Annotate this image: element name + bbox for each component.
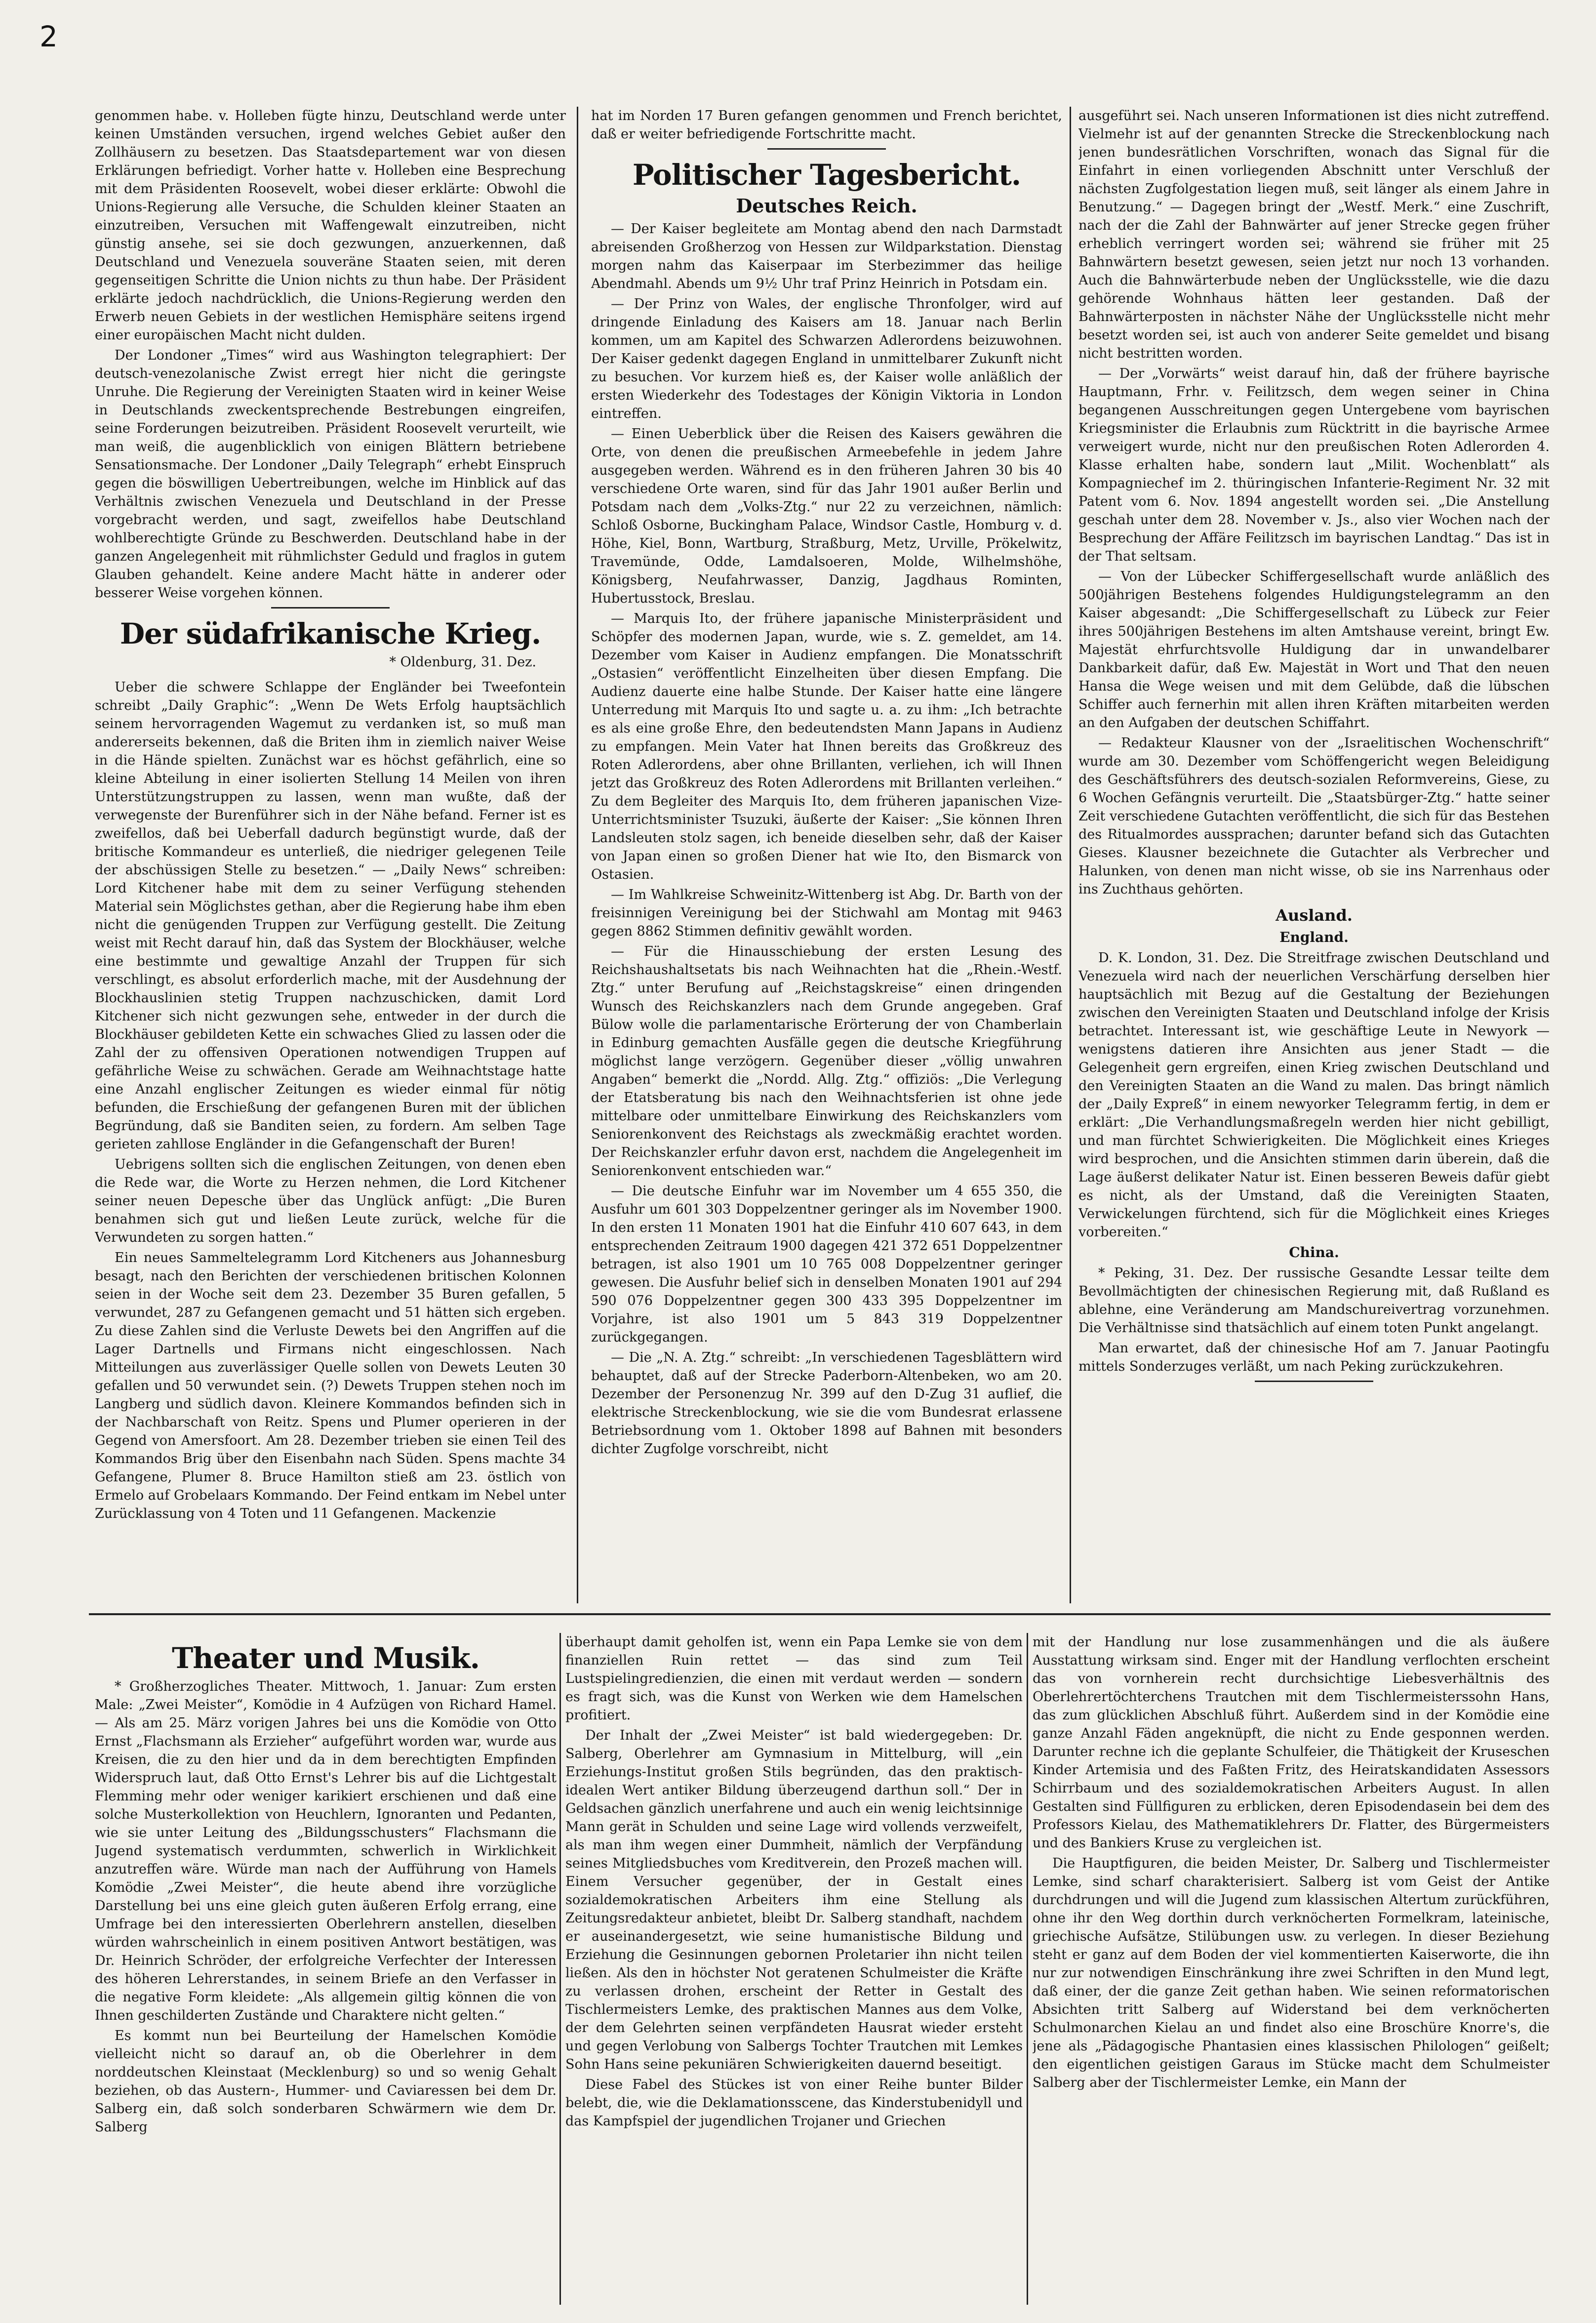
article-paragraph: — Die deutsche Einfuhr war im November um 4 655 350, die Ausfuhr um 601 303 Doppelzentner geringer als im November 1900. In den ersten 11 Monaten 1901 hat die Einfuhr 410 607 643, in dem entsprechenden Zeitraum 1900 dagegen 421 372 651 Doppelzentner betragen, ist also 1901 um 10 765 008 Doppelzentner geringer gewesen. Die Ausfuhr belief sich in denselben Monaten 1901 auf 294 590 076 Doppelzentner gegen 300 433 395 Doppelzentner im Vorjahre, ist also 1901 um 5 843 319 Doppelzentner zurückgegangen. xyxy=(591,1183,1062,1345)
column-5 xyxy=(565,1633,1023,2305)
dateline: * Oldenburg, 31. Dez. xyxy=(389,654,536,670)
section-divider xyxy=(1255,1381,1373,1382)
article-paragraph: — Der Kaiser begleitete am Montag abend den nach Darmstadt abreisenden Großherzog von Hessen zur Wildparkstation. Dienstag morgen nahm das Kaiserpaar im Sterbezimmer das heilige Abendmahl. Abends um 9½ Uhr traf Prinz Heinrich in Potsdam ein. xyxy=(591,221,1062,291)
article-paragraph: Uebrigens sollten sich die englischen Zeitungen, von denen eben die Rede war, die Worte zu Herzen nehmen, die Lord Kitchener seiner neuen Depesche über das Unglück anfügt: „Die Buren benahmen sich gut und ließen Leute zurück, welche für die Verwundeten zu sorgen hatten.“ xyxy=(95,1157,566,1245)
article-paragraph: — Einen Ueberblick über die Reisen des Kaisers gewähren die Orte, von denen die preußischen Armeebefehle in jedem Jahre ausgegeben werden. Während es in den früheren Jahren 30 bis 40 verschiedene Orte waren, sind für das Jahr 1901 außer Berlin und Potsdam nach dem „Volks-Ztg.“ nur 22 zu verzeichnen, nämlich: Schloß Osborne, Buckingham Palace, Windsor Castle, Homburg v. d. Höhe, Kiel, Bonn, Wartburg, Straßburg, Metz, Urville, Prökelwitz, Travemünde, Odde, Lamdalsoeren, Molde, Wilhelmshöhe, Königsberg, Neufahrwasser, Danzig, Jagdhaus Rominten, Hubertusstock, Breslau. xyxy=(591,426,1062,606)
section-heading-suedafrika: Der südafrikanische Krieg. xyxy=(120,617,541,651)
article-paragraph: — Für die Hinausschiebung der ersten Lesung des Reichshaushaltsetats bis nach Weihnachten hat die „Rhein.-Westf. Ztg.“ unter Berufung auf „Reichstagskreise“ einen dringenden Wunsch des Reichskanzlers nach dem Grunde angegeben. Graf Bülow wolle die parlamentarische Erörterung der von Chamberlain in Edinburg gemachten Ausfälle gegen die deutsche Kriegführung möglichst lange verzögern. Gegenüber dieser „völlig unwahren Angaben“ bemerkt die „Nordd. Allg. Ztg.“ offiziös: „Die Verlegung der Etatsberatung bis nach den Weihnachtsferien ist ohne jede mittelbare oder unmittelbare Einwirkung des Reichskanzlers vom Seniorenkonvent des Reichstags als zweckmäßig erachtet worden. Der Reichskanzler erfuhr davon erst, nachdem die Angelegenheit im Seniorenkonvent entschieden war.“ xyxy=(591,944,1062,1179)
article-paragraph: überhaupt damit geholfen ist, wenn ein Papa Lemke sie von dem finanziellen Ruin rettet — das sind zum Teil Lustspielingredienzien, die einen mit verdaut werden — sondern es fragt sich, was die Kunst von Werken wie dem Hamelschen profitiert. xyxy=(565,1634,1023,1723)
article-paragraph: * Peking, 31. Dez. Der russische Gesandte Lessar teilte dem Bevollmächtigten der chinesischen Regierung mit, daß Rußland es ablehne, eine Veränderung am Mandschureivertrag vorzunehmen. Die Verhältnisse sind thatsächlich auf einem toten Punkt angelangt. xyxy=(1078,1265,1550,1336)
article-paragraph: — Redakteur Klausner von der „Israelitischen Wochenschrift“ wurde am 30. Dezember vom Schöffengericht wegen Beleidigung des Geschäftsführers des deutsch-sozialen Reformvereins, Giese, zu 6 Wochen Gefängnis verurteilt. Die „Staatsbürger-Ztg.“ hatte seiner Zeit verschiedene Gutachten veröffentlicht, die sich für das Bestehen des Ritualmordes aussprachen; darunter befand sich das Gutachten Gieses. Klausner bezeichnete die Gutachter als Verbrecher und Halunken, von denen man nicht wisse, ob sie ins Narrenhaus oder ins Zuchthaus gehörten. xyxy=(1078,735,1550,897)
page-number: 2 xyxy=(40,20,58,53)
subheading-deutsches-reich: Deutsches Reich. xyxy=(736,195,918,217)
article-paragraph: Diese Fabel des Stückes ist von einer Reihe bunter Bilder belebt, die, wie die Deklamationsscene, das Kinderstubenidyll und das Kampfspiel der jugendlichen Trojaner und Griechen xyxy=(565,2077,1023,2129)
column-rule xyxy=(1070,107,1071,1603)
article-paragraph: hat im Norden 17 Buren gefangen genommen und French berichtet, daß er weiter befriedigende Fortschritte macht. xyxy=(591,108,1062,142)
article-paragraph: — Der „Vorwärts“ weist darauf hin, daß der frühere bayrische Hauptmann, Frhr. v. Feilitzsch, dem wegen seiner in China begangenen Ausschreitungen gegen Untergebene vom bayrischen Kriegsminister die Erlaubnis zum Rücktritt in die bayrische Armee verweigert wurde, nicht nur den preußischen Roten Adlerorden 4. Klasse erhalten habe, sondern laut „Milit. Wochenblatt“ als Kompagniechef im 2. thüringischen Infanterie-Regiment Nr. 32 mit Patent vom 6. Nov. 1894 angestellt worden sei. „Die Anstellung geschah unter dem 28. November v. Js., also vier Wochen nach der Besprechung der Affäre Feilitzsch im bayrischen Landtag.“ Das ist in der That seltsam. xyxy=(1078,366,1550,564)
article-paragraph: * Großherzogliches Theater. Mittwoch, 1. Januar: Zum ersten Male: „Zwei Meister“, Komödie in 4 Aufzügen von Richard Hamel. — Als am 25. März vorigen Jahres bei uns die Komödie von Otto Ernst „Flachsmann als Erzieher“ aufgeführt worden war, wurde aus Kreisen, die zu den hier und da in dem berechtigten Empfinden Widerspruch laut, daß Otto Ernst's Lehrer bis auf die Lichtgestalt Flemming mehr oder weniger karikiert erschienen und daß eine solche Musterkollektion von Heuchlern, Ignoranten und Pedanten, wie sie unter Leitung des „Bildungsschusters“ Flachsmann die Jugend systematisch verdummten, schwerlich in Wirklichkeit anzutreffen wäre. Würde man nach der Aufführung von Hamels Komödie „Zwei Meister“, die heute abend ihre vorzügliche Darstellung bei uns eine gleich guten äußeren Erfolg errang, eine Umfrage bei den interessierten Oberlehrern anstellen, dieselben würden wahrscheinlich in einem positiven Antwort bestätigen, was Dr. Heinrich Schröder, der erfolgreiche Verfechter der Interessen des höheren Lehrerstandes, in seinem Briefe an den Verfasser in die negative Form kleidete: „Als allgemein giltig können die von Ihnen geschilderten Zustände und Charaktere nicht gelten.“ xyxy=(95,1679,557,2023)
section-heading-theater: Theater und Musik. xyxy=(172,1641,479,1675)
article-paragraph: Es kommt nun bei Beurteilung der Hamelschen Komödie vielleicht nicht so darauf an, ob die Oberlehrer in dem norddeutschen Kleinstaat (Mecklenburg) so und so wenig Gehalt beziehen, ob das Austern-, Hummer- und Caviaressen bei dem Dr. Salberg ein, daß solch sonderbaren Schwärmern wie dem Dr. Salberg xyxy=(95,2028,557,2135)
article-paragraph: — Der Prinz von Wales, der englische Thronfolger, wird auf dringende Einladung des Kaisers am 18. Januar nach Berlin kommen, um am Kapitel des Schwarzen Adlerordens beizuwohnen. Der Kaiser gedenkt dagegen England in unmittelbarer Zukunft nicht zu besuchen. Vor kurzem hieß es, der Kaiser wolle anläßlich der ersten Wiederkehr des Todestages der Königin Viktoria in London eintreffen. xyxy=(591,296,1062,421)
section-divider xyxy=(271,607,390,609)
article-paragraph: Ueber die schwere Schlappe der Engländer bei Tweefontein schreibt „Daily Graphic“: „Wenn De Wets Erfolg hauptsächlich seinem hervorragenden Wagemut zu verdanken ist, so muß man andererseits bekennen, daß die Briten ihm in ziemlich naiver Weise in die Hände spielten. Zunächst war es höchst gefährlich, eine so kleine Abteilung in einer isolierten Stellung 14 Meilen von ihren Unterstützungstruppen zu lassen, wenn man wußte, daß der verwegenste der Burenführer sich in der Nähe befand. Ferner ist es zweifellos, daß bei Ueberfall dadurch begünstigt wurde, daß der britische Kommandeur es unterließ, die niedriger gelegenen Teile der abschüssigen Stelle zu besetzen.“ — „Daily News“ schreiben: Lord Kitchener habe mit dem zu seiner Verfügung stehenden Material sein Möglichstes gethan, aber die Regierung habe ihm eben nicht die genügenden Truppen zur Verfügung gestellt. Die Zeitung weist mit Recht darauf hin, daß das System der Blockhäuser, welche eine bestimmte und gewaltige Anzahl der Truppen für sich verschlingt, es absolut erforderlich mache, mit der Ausdehnung der Blockhauslinien stetig Truppen nachzuschicken, damit Lord Kitchener sich nicht gezwungen sehe, entweder in der durch die Blockhäuser gebildeten Kette ein schwaches Glied zu lassen oder die Zahl der zu offensiven Operationen notwendigen Truppen auf gefährliche Weise zu schwächen. Gerade am Weihnachtstage hatte eine Anzahl englischer Zeitungen es wieder einmal für nötig befunden, die Erschießung der gefangenen Buren mit der üblichen Begründung, daß sie Banditen seien, zu fordern. Am selben Tage gerieten zahllose Engländer in die Gefangenschaft der Buren! xyxy=(95,680,566,1152)
article-paragraph: mit der Handlung nur lose zusammenhängen und die als äußere Ausstattung wirksam sind. Enger mit der Handlung verflochten erscheint das von vornherein recht durchsichtige Liebesverhältnis des Oberlehrertöchterchens Trautchen mit dem Tischlermeisterssohn Hans, das zum glücklichen Abschluß führt. Außerdem sind in der Komödie eine ganze Anzahl Fäden angeknüpft, die nicht zu Ende gesponnen werden. Darunter rechne ich die geplante Schulfeier, die Thätigkeit der Kruseschen Kinder Artemisia und des Faßten Fritz, des Heiratskandidaten Assessors Schirrbaum und des sozialdemokratischen Arbeiters August. In allen Gestalten sind Füllfiguren zu erblicken, deren Episodendasein bei dem des Professors Kielau, des Mathematiklehrers Dr. Flatter, des Bürgermeisters und des Bankiers Kruse zu vergleichen ist. xyxy=(1033,1634,1550,1851)
column-2 xyxy=(591,107,1062,1603)
article-paragraph: — Von der Lübecker Schiffergesellschaft wurde anläßlich des 500jährigen Bestehens folgendes Huldigungstelegramm an den Kaiser abgesandt: „Die Schiffergesellschaft zu Lübeck zur Feier ihres 500jährigen Bestehens im alten Amtshause vereint, bringt Ew. Majestät ehrfurchtsvolle Huldigung dar in unwandelbarer Dankbarkeit dafür, daß Ew. Majestät in Wort und That den neuen Hansa die Wege weisen und mit dem Gelübde, daß die lübschen Schiffer auch fernerhin mit allen ihren Kräften mitarbeiten werden an den Aufgaben der deutschen Schiffahrt. xyxy=(1078,569,1550,731)
article-paragraph: — Im Wahlkreise Schweinitz-Wittenberg ist Abg. Dr. Barth von der freisinnigen Vereinigung bei der Stichwahl am Montag mit 9463 gegen 8862 Stimmen definitiv gewählt worden. xyxy=(591,887,1062,939)
article-paragraph: — Die „N. A. Ztg.“ schreibt: „In verschiedenen Tagesblättern wird behauptet, daß auf der Strecke Paderborn-Altenbeken, wo am 20. Dezember der Personenzug Nr. 399 auf den D-Zug 31 auflief, die elektrische Streckenblockung, wie sie die vom Bundesrat erlassene Betriebsordnung vom 1. Oktober 1898 auf Bahnen mit besonders dichter Zugfolge vorschreibt, nicht xyxy=(591,1350,1062,1457)
article-paragraph: D. K. London, 31. Dez. Die Streitfrage zwischen Deutschland und Venezuela wird nach der neuerlichen Verschärfung derselben hier hauptsächlich mit Bezug auf die Gestaltung der Beziehungen zwischen den Vereinigten Staaten und Deutschland infolge der Krisis betrachtet. Interessant ist, wie geschäftige Leute in Newyork — wenigstens datieren ihre Ansichten aus jener Stadt — die Gelegenheit gern ergreifen, einen Krieg zwischen Deutschland und den Vereinigten Staaten an die Wand zu malen. Das bringt nämlich der „Daily Expreß“ in einem newyorker Telegramm fertig, in dem er erklärt: „Die Verhandlungsmaßregeln werden hier nicht gebilligt, und man fürchtet Schwierigkeiten. Die Möglichkeit eines Krieges wird besprochen, und die Ansichten stimmen darin überein, daß die Lage äußerst delikater Natur ist. Einen besseren Beweis dafür giebt es nicht, als der Umstand, daß die Vereinigten Staaten, Verwickelungen fürchtend, sich für die Möglichkeit eines Krieges vorbereiten.“ xyxy=(1078,950,1550,1240)
column-4 xyxy=(95,1633,557,2305)
column-rule xyxy=(559,1633,561,2305)
feuilleton-rule xyxy=(89,1613,1551,1615)
column-1 xyxy=(95,107,566,1603)
column-3 xyxy=(1078,107,1550,1603)
column-6 xyxy=(1033,1633,1550,2305)
section-heading-tagesbericht: Politischer Tagesbericht. xyxy=(632,158,1021,192)
article-paragraph: Der Inhalt der „Zwei Meister“ ist bald wiedergegeben: Dr. Salberg, Oberlehrer am Gymnasium in Mittelburg, will „ein Erziehungs-Institut großen Stils begründen, das den praktisch-idealen Wert antiker Bildung überzeugend darthun soll.“ Der in Geldsachen gänzlich unerfahrene und auch ein wenig leichtsinnige Mann gerät in Schulden und seine Lage wird vollends verzweifelt, als man ihm wegen einer Dummheit, nämlich der Verpfändung seines Mitgliedsbuches vom Kreditverein, den Prozeß machen will. Einem Versucher gegenüber, der in Gestalt eines sozialdemokratischen Arbeiters ihm eine Stellung als Zeitungsredakteur anbietet, bleibt Dr. Salberg standhaft, nachdem er auseinandergesetzt, wie seine humanistische Bildung und Erziehung die Gesinnungen gebornen Proletarier ihn nicht teilen ließen. Als den in höchster Not geratenen Schulmeister die Kräfte zu verlassen drohen, erscheint der Retter in Gestalt des Tischlermeisters Lemke, des praktischen Mannes aus dem Volke, der dem Gelehrten seinen verpfändeten Hausrat wieder ersteht und gegen Verlobung von Salbergs Tochter Trautchen mit Lemkes Sohn Hans seine pekuniären Schwierigkeiten dauernd beseitigt. xyxy=(565,1728,1023,2072)
article-paragraph: — Marquis Ito, der frühere japanische Ministerpräsident und Schöpfer des modernen Japan, wurde, wie s. Z. gemeldet, am 14. Dezember vom Kaiser in Audienz empfangen. Die Monatsschrift „Ostasien“ veröffentlicht Einzelheiten über diesen Empfang. Die Audienz dauerte eine halbe Stunde. Der Kaiser hatte eine längere Unterredung mit Marquis Ito und sagte u. a. zu ihm: „Ich betrachte es als eine große Ehre, den bedeutendsten Mann Japans in Audienz zu empfangen. Mein Vater hat Ihnen bereits das Großkreuz des Roten Adlerordens, aber ohne Brillanten, verliehen, ich will Ihnen jetzt das Großkreuz des Roten Adlerordens mit Brillanten verleihen.“ Zu dem Begleiter des Marquis Ito, dem früheren japanischen Vize-Unterrichtsminister Tsuzuki, äußerte der Kaiser: „Sie können Ihren Landsleuten stolz sagen, ich beneide dieselben sehr, daß der Kaiser von Japan einen so großen Diener hat wie Ito, den Bismarck von Ostasien. xyxy=(591,611,1062,882)
subheading-england: England. xyxy=(1279,929,1349,945)
section-divider xyxy=(767,148,886,150)
article-paragraph: Ein neues Sammeltelegramm Lord Kitcheners aus Johannesburg besagt, nach den Berichten der verschiedenen britischen Kolonnen seien in der Woche seit dem 23. Dezember 35 Buren gefallen, 5 verwundet, 287 zu Gefangenen gemacht und 51 hätten sich ergeben. Zu diese Zahlen sind die Verluste Dewets bei den Angriffen auf die Lager Dartnells und Firmans nicht eingeschlossen. Nach Mitteilungen aus zuverlässiger Quelle sollen von Dewets Leuten 30 gefallen und 50 verwundet sein. (?) Dewets Truppen stehen noch im Langberg und südlich davon. Kleinere Kommandos befinden sich in der Nachbarschaft von Reitz. Spens und Plumer operieren in der Gegend von Amersfoort. Am 28. Dezember trieben sie einen Teil des Kommandos Brig über den Eisenbahn nach Süden. Spens machte 34 Gefangene, Plumer 8. Bruce Hamilton stieß am 23. östlich von Ermelo auf Grobelaars Kommando. Der Feind entkam im Nebel unter Zurücklassung von 4 Toten und 11 Gefangenen. Mackenzie xyxy=(95,1250,566,1521)
section-heading-ausland: Ausland. xyxy=(1276,906,1353,925)
article-paragraph: Man erwartet, daß der chinesische Hof am 7. Januar Paotingfu mittels Sonderzuges verläßt, um nach Peking zurückzukehren. xyxy=(1078,1341,1550,1374)
article-paragraph: ausgeführt sei. Nach unseren Informationen ist dies nicht zutreffend. Vielmehr ist auf der genannten Strecke die Streckenblockung nach jenen bundesrätlichen Vorschriften, wonach das Signal für die Einfahrt in einen vorliegenden Abschnitt unter Verschluß der nächsten Zugfolgestation liegen muß, seit länger als einem Jahre in Benutzung.“ — Dagegen bringt der „Westf. Merk.“ eine Zuschrift, nach der die Zahl der Bahnwärter auf jener Strecke gegen früher erheblich verringert worden sei; während sie früher mit 25 Bahnwärtern besetzt gewesen, seien jetzt nur noch 13 vorhanden. Auch die Bahnwärterbude neben der Unglücksstelle, wie die dazu gehörende Wohnhaus hätten leer gestanden. Daß der Bahnwärterposten in nächster Nähe der Unglücksstelle nicht mehr besetzt worden sei, ist auch von anderer Seite gemeldet und bisang nicht bestritten worden. xyxy=(1078,108,1550,361)
article-paragraph: genommen habe. v. Holleben fügte hinzu, Deutschland werde unter keinen Umständen versuchen, irgend welches Gebiet außer den Zollhäusern zu besetzen. Das Staatsdepartement war von diesen Erklärungen befriedigt. Vorher hatte v. Holleben eine Besprechung mit dem Präsidenten Roosevelt, wobei dieser erklärte: Obwohl die Unions-Regierung alle Versuche, die Schulden kleiner Staaten an einzutreiben, Versuchen mit Waffengewalt einzutreiben, nicht günstig ansehe, sei sie doch gezwungen, anzuerkennen, daß Deutschland und Venezuela souveräne Staaten seien, mit deren gegenseitigen Schritte die Union nichts zu thun habe. Der Präsident erklärte jedoch nachdrücklich, die Unions-Regierung werden den Erwerb neuen Gebiets in der westlichen Hemisphäre seitens irgend einer europäischen Macht nicht dulden. xyxy=(95,108,566,343)
article-paragraph: Der Londoner „Times“ wird aus Washington telegraphiert: Der deutsch-venezolanische Zwist erregt hier nicht die geringste Unruhe. Die Regierung der Vereinigten Staaten wird in keiner Weise in Deutschlands zweckentsprechende Bestrebungen eingreifen, seine Forderungen beizutreiben. Präsident Roosevelt verurteilt, wie man weiß, die augenblicklich von einigen Blättern betriebene Sensationsmache. Der Londoner „Daily Telegraph“ erhebt Einspruch gegen die böswilligen Uebertreibungen, welche im Hinblick auf das Verhältnis zwischen Venezuela und Deutschland in der Presse vorgebracht werden, und sagt, zweifellos habe Deutschland wohlberechtigte Gründe zu Beschwerden. Deutschland habe in der ganzen Angelegenheit mit rühmlichster Geduld und fraglos in gutem Glauben gehandelt. Keine andere Macht hätte in anderer oder besserer Weise vorgehen können. xyxy=(95,348,566,601)
article-paragraph: Die Hauptfiguren, die beiden Meister, Dr. Salberg und Tischlermeister Lemke, sind scharf charakterisiert. Salberg ist vom Geist der Antike durchdrungen und will die Jugend zum klassischen Altertum zurückführen, ohne ihr den Weg dorthin durch verknöcherten Formelkram, lateinische, griechische Aufsätze, Stilübungen usw. zu verlegen. In dieser Beziehung steht er ganz auf dem Boden der viel kommentierten Kaiserworte, die ihn nur zur notwendigen Einschränkung ihre zwei Schriften in den Mund legt, daß einer, der die ganze Zeit gethan haben. Wie seinen reformatorischen Absichten tritt Salberg auf Widerstand bei dem verknöcherten Schulmonarchen Kielau an und findet also eine Broschüre Knorre's, die jene als „Pädagogische Phantasien eines klassischen Philologen“ geißelt; den eigentlichen geistigen Garaus im Stücke macht dem Schulmeister Salberg aber der Tischlermeister Lemke, ein Mann der xyxy=(1033,1856,1550,2090)
column-rule xyxy=(577,107,578,1603)
subheading-china: China. xyxy=(1289,1244,1339,1261)
column-rule xyxy=(1027,1633,1028,2305)
